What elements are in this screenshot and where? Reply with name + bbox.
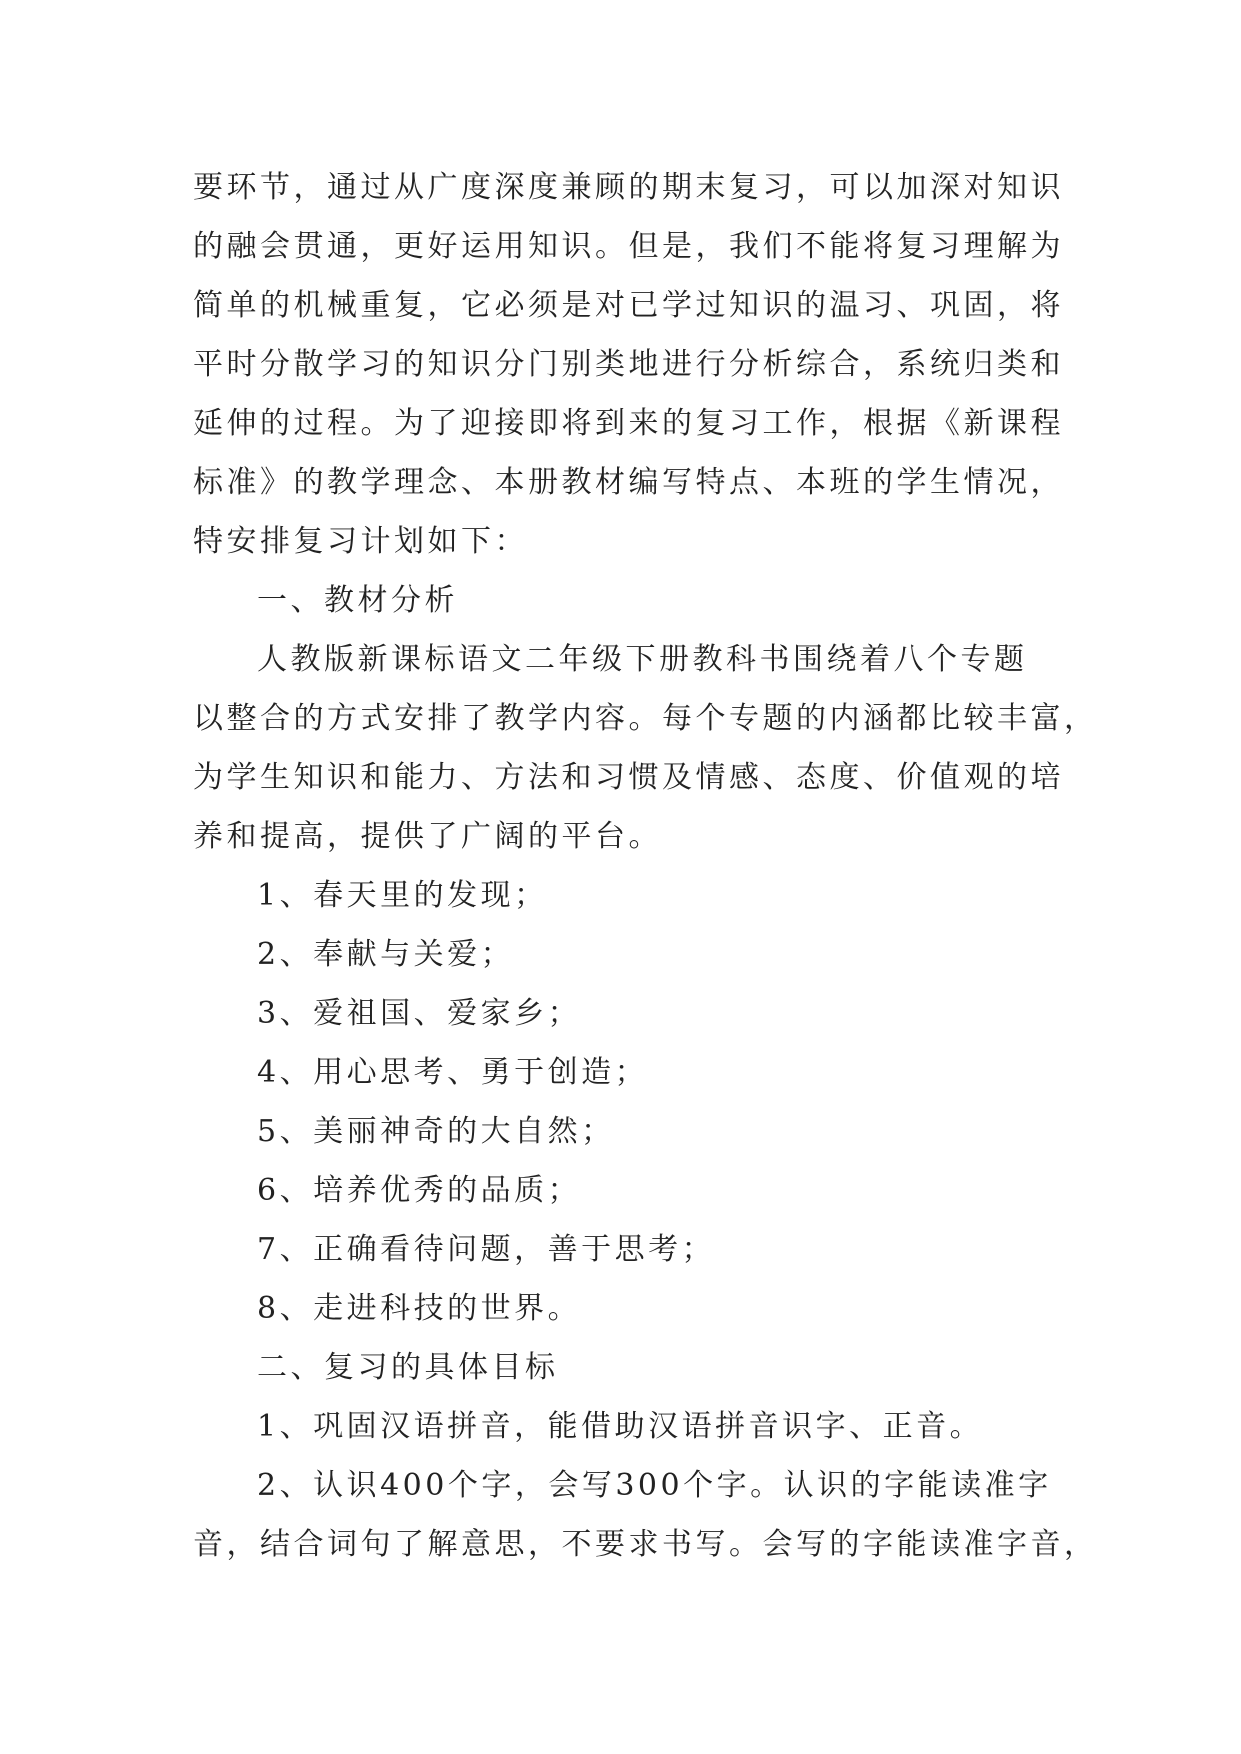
paragraph-line: 延伸的过程。为了迎接即将到来的复习工作，根据《新课程 [193, 406, 1064, 441]
list-item: 1、春天里的发现； [257, 878, 548, 913]
list-item: 3、爱祖国、爱家乡； [257, 996, 582, 1031]
paragraph-line: 要环节，通过从广度深度兼顾的期末复习，可以加深对知识 [193, 170, 1064, 205]
paragraph-line: 的融会贯通，更好运用知识。但是，我们不能将复习理解为 [193, 229, 1064, 264]
list-item: 5、美丽神奇的大自然； [257, 1114, 615, 1149]
list-item: 4、用心思考、勇于创造； [257, 1055, 649, 1090]
paragraph-line: 音，结合词句了解意思，不要求书写。会写的字能读准字音， [193, 1527, 1098, 1562]
list-item: 2、奉献与关爱； [257, 937, 515, 972]
list-item: 8、走进科技的世界。 [257, 1291, 582, 1326]
document-body [193, 158, 1098, 1574]
paragraph-line: 特安排复习计划如下： [193, 524, 528, 559]
paragraph-line: 以整合的方式安排了教学内容。每个专题的内涵都比较丰富， [193, 701, 1098, 736]
list-item: 6、培养优秀的品质； [257, 1173, 582, 1208]
list-item: 2、认识400个字，会写300个字。认识的字能读准字 [257, 1468, 1052, 1503]
paragraph-line: 标准》的教学理念、本册教材编写特点、本班的学生情况， [193, 465, 1064, 500]
list-item: 1、巩固汉语拼音，能借助汉语拼音识字、正音。 [257, 1409, 984, 1444]
paragraph-line: 平时分散学习的知识分门别类地进行分析综合，系统归类和 [193, 347, 1064, 382]
section-heading: 一、教材分析 [257, 583, 458, 618]
section-heading: 二、复习的具体目标 [257, 1350, 559, 1385]
paragraph-line: 为学生知识和能力、方法和习惯及情感、态度、价值观的培 [193, 760, 1064, 795]
paragraph-line: 人教版新课标语文二年级下册教科书围绕着八个专题 [257, 642, 1028, 677]
paragraph-line: 养和提高，提供了广阔的平台。 [193, 819, 662, 854]
list-item: 7、正确看待问题，善于思考； [257, 1232, 716, 1267]
paragraph-line: 简单的机械重复，它必须是对已学过知识的温习、巩固，将 [193, 288, 1064, 323]
